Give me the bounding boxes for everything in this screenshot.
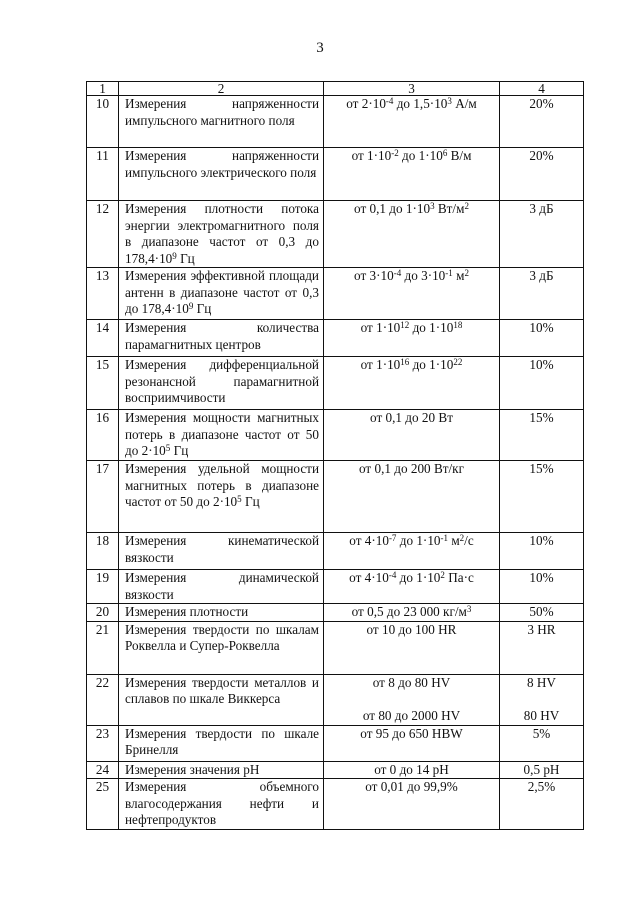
table-row [87,604,584,622]
table-row [87,461,584,533]
row-number: 20 [87,604,119,622]
table-header-row [87,82,584,96]
row-description: Измерения твердости по шкалам Роквелла и Супер-Роквелла [119,621,324,674]
column-header: 1 [87,82,119,96]
row-range: от $1\cdot 10^{12}$ до $1\cdot 10^{18}$ [324,320,500,357]
row-number: 19 [87,570,119,604]
row-range: от 95 до 650 HBW [324,725,500,761]
row-range: от $4\cdot 10^{-7}$ до $1\cdot 10^{-1}$ $м^2/с$ [324,533,500,570]
row-accuracy: 8 HV 80 HV [500,674,584,725]
row-description: Измерения напряженности импульсного магнитного поля [119,96,324,148]
row-description: Измерения напряженности импульсного электрического поля [119,148,324,201]
row-number: 16 [87,410,119,461]
row-description: Измерения плотности потока энергии электромагнитного поля в диапазоне частот от 0,3 до $178,4\cdot 10^9$ Гц [119,201,324,268]
row-accuracy: 20% [500,148,584,201]
table-row [87,533,584,570]
row-number: 25 [87,779,119,830]
row-number: 18 [87,533,119,570]
table-row [87,357,584,410]
table-row [87,725,584,761]
table-row [87,201,584,268]
column-header: 2 [119,82,324,96]
table-row [87,779,584,830]
row-accuracy: 3 дБ [500,201,584,268]
row-description: Измерения кинематической вязкости [119,533,324,570]
row-accuracy: 0,5 pH [500,761,584,779]
row-accuracy: 2,5% [500,779,584,830]
row-description: Измерения динамической вязкости [119,570,324,604]
row-range: от 0,01 до 99,9% [324,779,500,830]
row-accuracy: 10% [500,357,584,410]
row-range: от 0 до 14 pH [324,761,500,779]
table-row [87,761,584,779]
page-number: 3 [316,40,324,56]
table-row [87,96,584,148]
row-range: от $1\cdot 10^{16}$ до $1\cdot 10^{22}$ [324,357,500,410]
row-description: Измерения эффективной площади антенн в диапазоне частот от 0,3 до $178,4\cdot 10^9$ Гц [119,268,324,320]
row-accuracy: 20% [500,96,584,148]
row-accuracy: 10% [500,320,584,357]
row-range: от $4\cdot 10^{-4}$ до $1\cdot 10^2$ Па·с [324,570,500,604]
table-row [87,410,584,461]
row-description: Измерения объемного влагосодержания нефти и нефтепродуктов [119,779,324,830]
row-number: 13 [87,268,119,320]
row-number: 24 [87,761,119,779]
row-number: 15 [87,357,119,410]
row-description: Измерения количества парамагнитных центров [119,320,324,357]
row-range: от 0,1 до $1\cdot 10^3$ $Вт/м^2$ [324,201,500,268]
row-accuracy: 3 дБ [500,268,584,320]
row-accuracy: 50% [500,604,584,622]
table-row [87,320,584,357]
row-range: от 10 до 100 HR [324,621,500,674]
table-row [87,621,584,674]
row-range: от 0,1 до 200 Вт/кг [324,461,500,533]
row-description: Измерения удельной мощности магнитных потерь в диапазоне частот от 50 до $2\cdot 10^5$ Гц [119,461,324,533]
row-number: 11 [87,148,119,201]
table-row [87,674,584,725]
column-header: 4 [500,82,584,96]
measurements-table [86,81,584,830]
row-number: 14 [87,320,119,357]
row-accuracy: 5% [500,725,584,761]
row-accuracy: 10% [500,533,584,570]
row-accuracy: 15% [500,461,584,533]
row-range: от $1\cdot 10^{-2}$ до $1\cdot 10^6$ В/м [324,148,500,201]
row-range: от $3\cdot 10^{-4}$ до $3\cdot 10^{-1}$ $м^2$ [324,268,500,320]
row-accuracy: 15% [500,410,584,461]
table-row [87,570,584,604]
row-range: от 0,1 до 20 Вт [324,410,500,461]
row-description: Измерения твердости по шкале Бринелля [119,725,324,761]
row-number: 17 [87,461,119,533]
row-description: Измерения дифференциальной резонансной парамагнитной восприимчивости [119,357,324,410]
table-row [87,148,584,201]
column-header: 3 [324,82,500,96]
row-range: от 0,5 до 23 000 $кг/м^3$ [324,604,500,622]
row-number: 22 [87,674,119,725]
row-description: Измерения плотности [119,604,324,622]
row-description: Измерения мощности магнитных потерь в диапазоне частот от 50 до $2\cdot 10^5$ Гц [119,410,324,461]
row-number: 21 [87,621,119,674]
row-range: от 8 до 80 HV от 80 до 2000 HV [324,674,500,725]
row-description: Измерения значения pH [119,761,324,779]
row-number: 10 [87,96,119,148]
row-range: от $2\cdot 10^{-4}$ до $1,5\cdot 10^3$ А/м [324,96,500,148]
row-accuracy: 10% [500,570,584,604]
row-accuracy: 3 HR [500,621,584,674]
row-number: 12 [87,201,119,268]
row-description: Измерения твердости металлов и сплавов по шкале Виккерса [119,674,324,725]
row-number: 23 [87,725,119,761]
table-row [87,268,584,320]
